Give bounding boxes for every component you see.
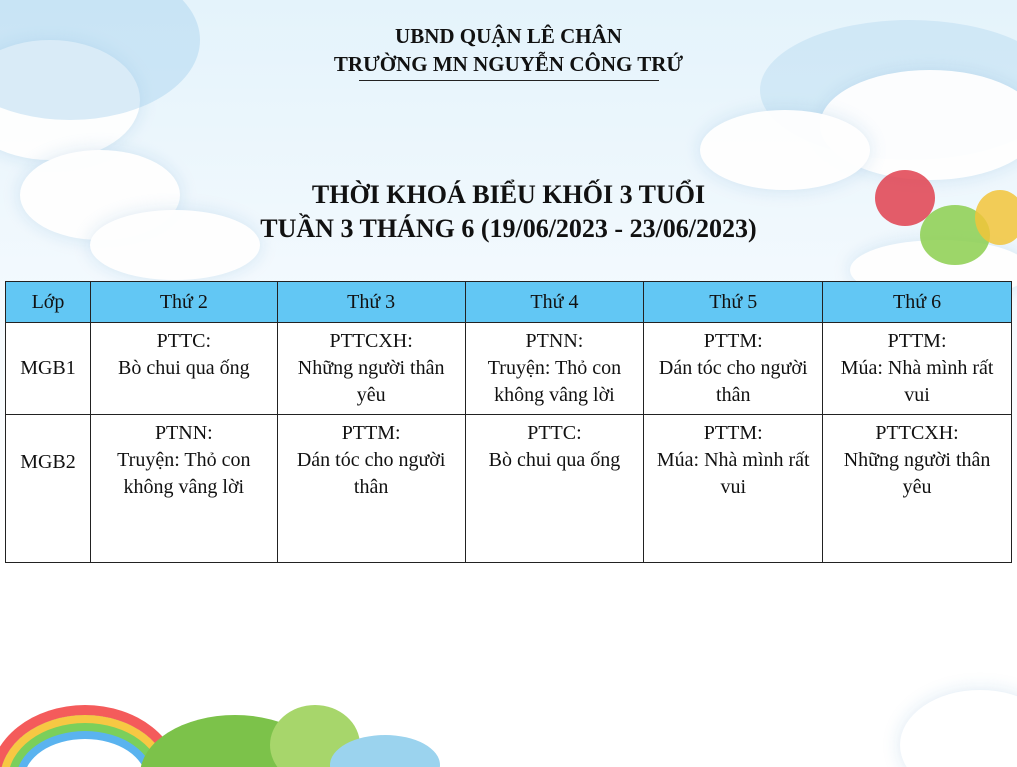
district-name: UBND QUẬN LÊ CHÂN [395,24,622,48]
lesson-cell [823,415,1012,563]
lesson-cell [823,323,1012,415]
lesson-subject: PTTM: [341,422,401,444]
title-line-1: THỜI KHOÁ BIỂU KHỐI 3 TUỔI [311,180,706,209]
column-header-thu-4: Thứ 4 [465,282,644,323]
header-underline [359,80,659,81]
school-name: TRƯỜNG MN NGUYỄN CÔNG TRỨ [333,52,684,76]
lesson-activity: Truyện: Thỏ con không vâng lời [487,357,622,406]
column-header-class: Lớp [6,282,91,323]
school-header [0,22,1017,81]
column-header-thu-5: Thứ 5 [644,282,823,323]
header-row [6,282,1012,323]
lesson-cell [644,415,823,563]
lesson-activity: Dán tóc cho người thân [658,357,808,406]
lesson-activity: Múa: Nhà mình rất vui [656,449,810,498]
lesson-cell [465,323,644,415]
lesson-activity: Những người thân yêu [843,449,991,498]
lesson-subject: PTTM: [703,422,763,444]
cloud-shape [900,690,1017,767]
lesson-cell [277,323,465,415]
lesson-subject: PTTCXH: [329,330,413,352]
lesson-cell [90,415,277,563]
lesson-subject: PTTM: [703,330,763,352]
title-line-2: TUẦN 3 THÁNG 6 (19/06/2023 - 23/06/2023) [260,214,757,243]
lesson-activity: Những người thân yêu [297,357,445,406]
column-header-thu-6: Thứ 6 [823,282,1012,323]
lesson-subject: PTTM: [887,330,947,352]
class-name: MGB1 [6,323,91,415]
table-row [6,323,1012,415]
lesson-subject: PTNN: [525,330,584,352]
class-name: MGB2 [6,415,91,563]
lesson-activity: Bò chui qua ống [488,449,621,471]
timetable-title [0,178,1017,246]
lesson-subject: PTTC: [527,422,582,444]
lesson-activity: Truyện: Thỏ con không vâng lời [117,449,251,498]
lesson-subject: PTNN: [154,422,213,444]
lesson-activity: Múa: Nhà mình rất vui [840,357,994,406]
lesson-cell [644,323,823,415]
column-header-thu-2: Thứ 2 [90,282,277,323]
table-row [6,415,1012,563]
lesson-cell [90,323,277,415]
lesson-cell [277,415,465,563]
column-header-thu-3: Thứ 3 [277,282,465,323]
timetable [5,281,1012,563]
lesson-activity: Dán tóc cho người thân [296,449,446,498]
lesson-activity: Bò chui qua ống [118,357,250,379]
lesson-subject: PTTC: [156,330,212,352]
lesson-cell [465,415,644,563]
lesson-subject: PTTCXH: [875,422,959,444]
